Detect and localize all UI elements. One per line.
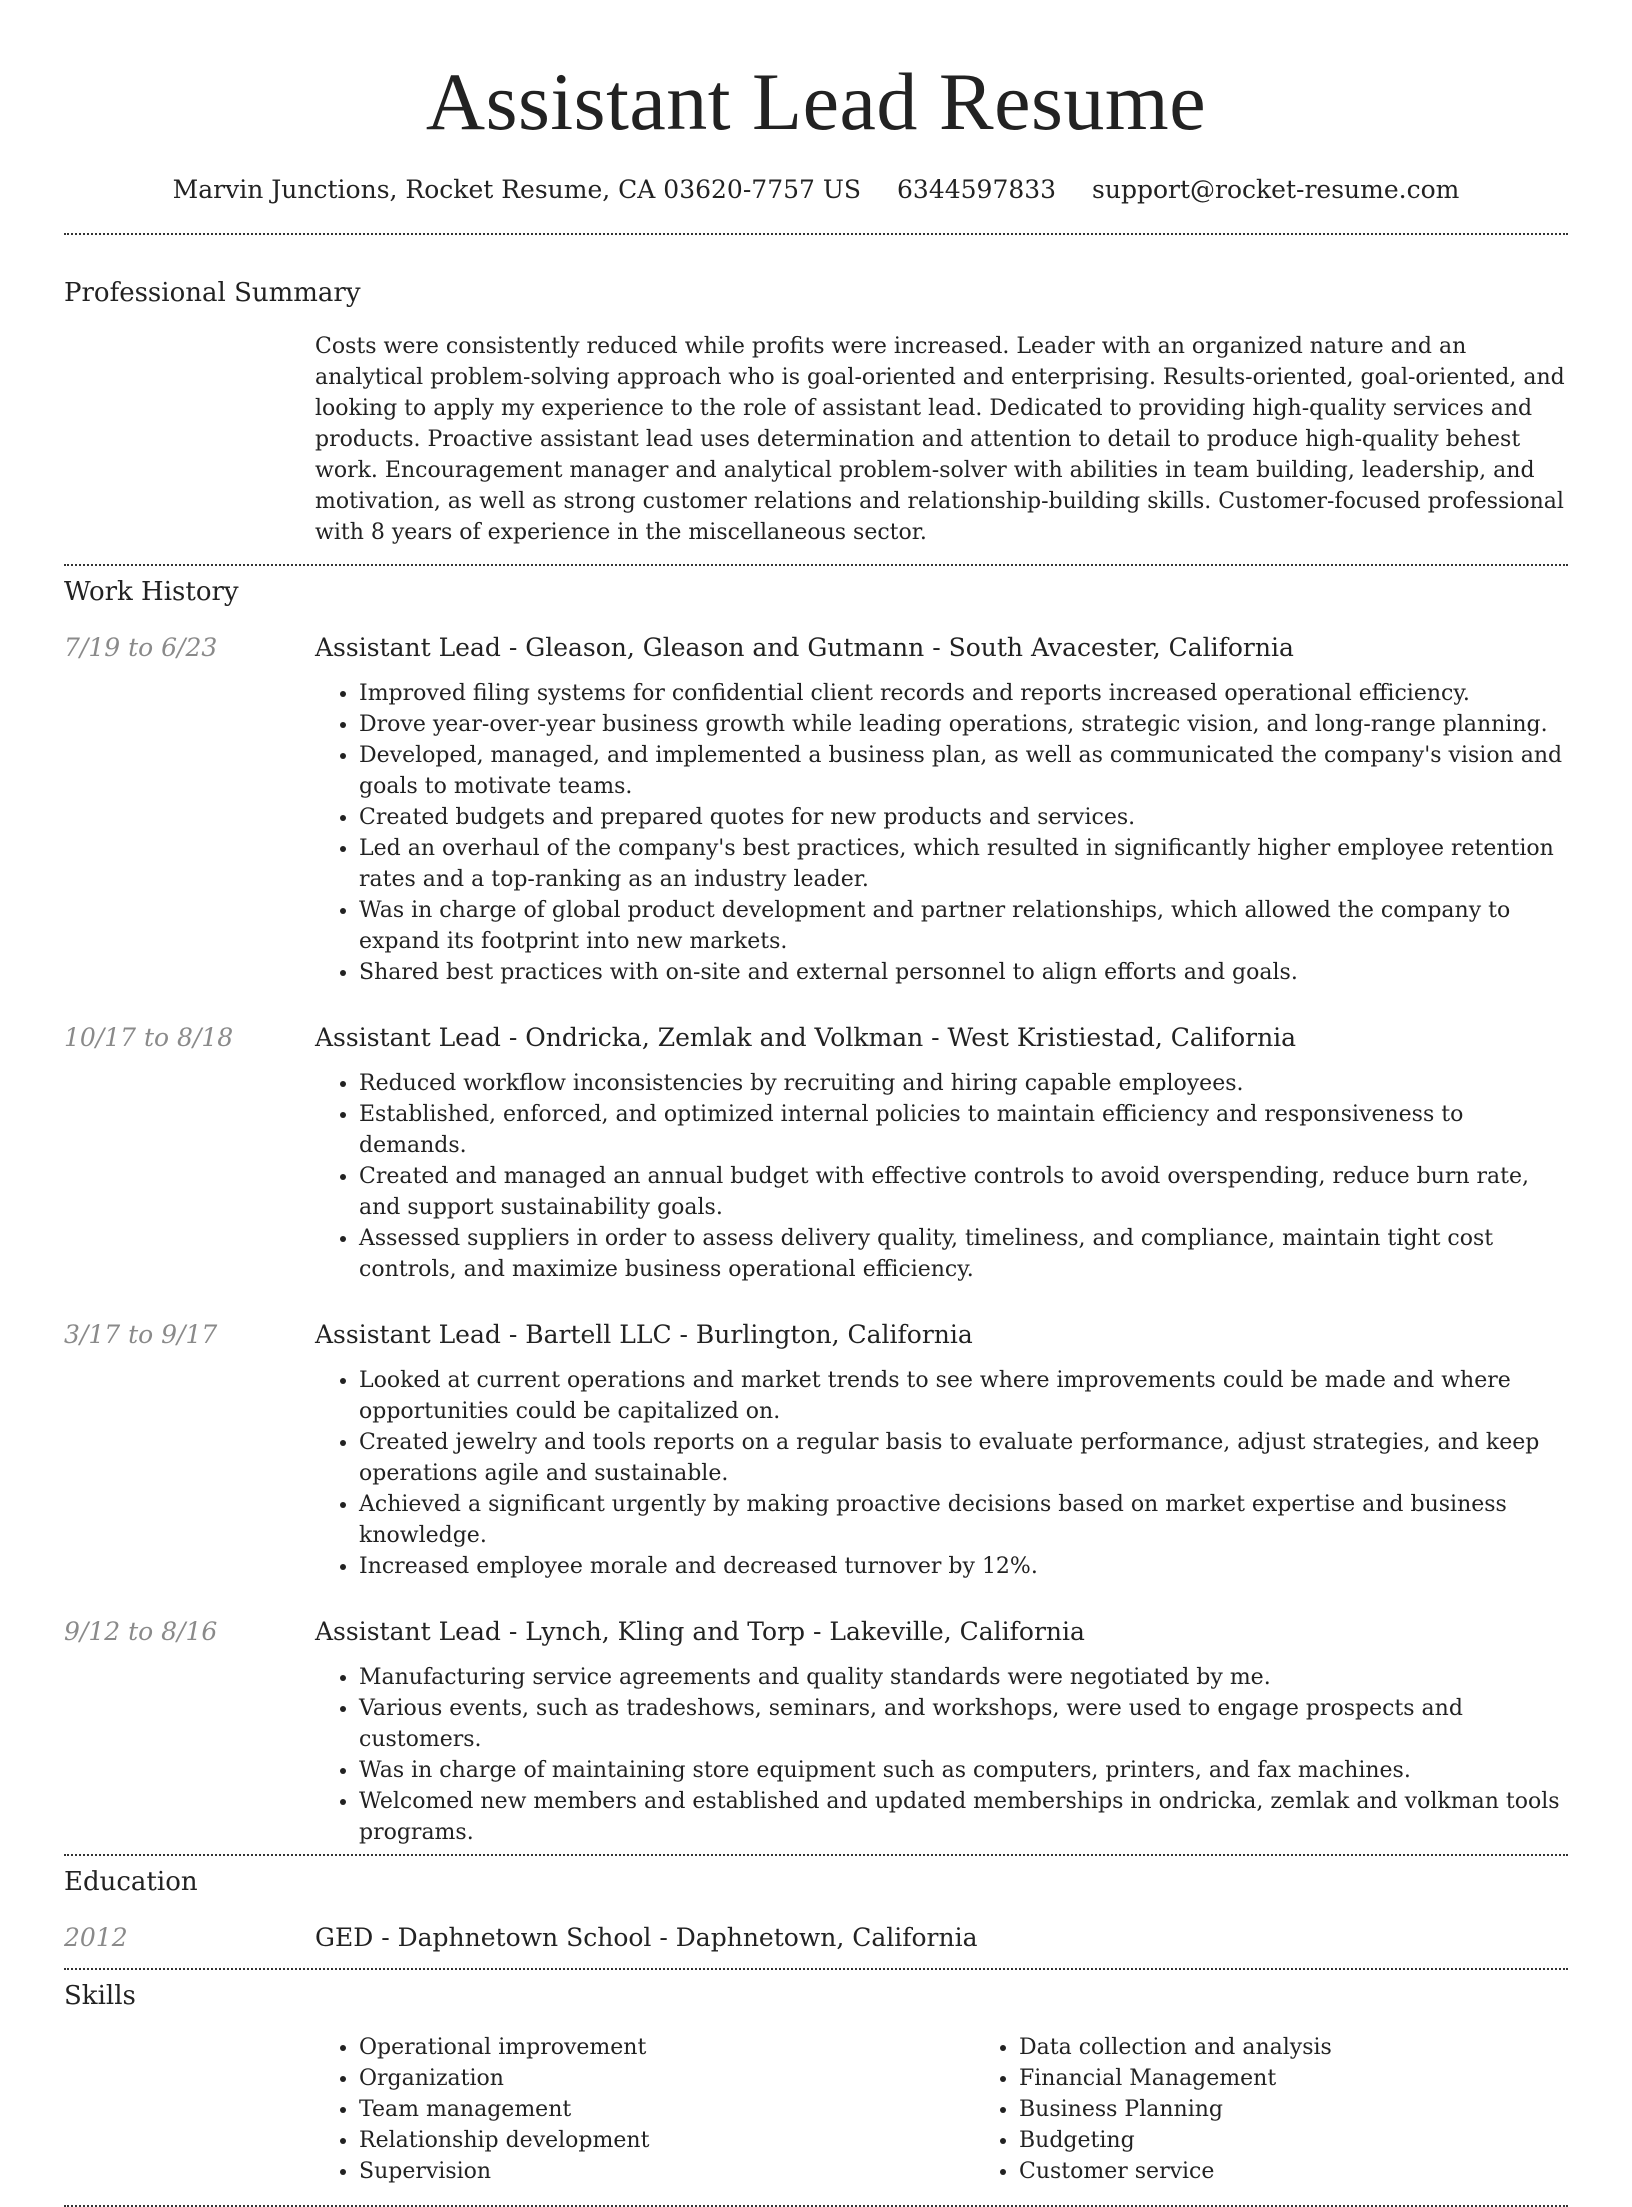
summary-section [64,275,1568,548]
list-item: • Various events, such as tradeshows, seminars, and workshops, were used to engage prospects and customers. [359,1693,1568,1755]
divider [64,1968,1568,1970]
list-item: • Assessed suppliers in order to assess delivery quality, timeliness, and compliance, maintain tight cost controls, and maximize business operational efficiency. [359,1223,1568,1285]
job-entry [64,1020,1568,1285]
skill-item: • Supervision [359,2156,975,2187]
list-item: • Established, enforced, and optimized internal policies to maintain efficiency and responsiveness to demands. [359,1099,1568,1161]
list-item: • Was in charge of maintaining store equipment such as computers, printers, and fax machines. [359,1755,1568,1786]
list-item: • Looked at current operations and market trends to see where improvements could be made and where opportunities could be capitalized on. [359,1365,1568,1427]
list-item: • Increased employee morale and decreased turnover by 12%. [359,1551,1568,1582]
skill-item: • Operational improvement [359,2032,975,2063]
skill-item: • Team management [359,2094,975,2125]
summary-text: Costs were consistently reduced while profits were increased. Leader with an organized nature and an analytical problem-solving approach who is goal-oriented and enterprising. Results-oriented, goal-oriented, and looking to apply my experience to the role of assistant lead. Dedicated to providing high-quality services and products. Proactive assistant lead uses determination and attention to detail to produce high-quality behest work. Encouragement manager and analytical problem-solver with abilities in team building, leadership, and motivation, as well as strong customer relations and relationship-building skills. Customer-focused professional with 8 years of experience in the miscellaneous sector. [315,334,1565,545]
job-entry [64,630,1568,988]
job-bullets [315,1662,1568,1848]
work-history-heading: Work History [64,577,239,607]
resume-title: Assistant Lead Resume [425,56,1207,147]
job-dates: 7/19 to 6/23 [64,633,218,662]
contact-line [64,172,1568,208]
skill-item: • Organization [359,2063,975,2094]
list-item: • Welcomed new members and established and updated memberships in ondricka, zemlak and volkman tools programs. [359,1786,1568,1848]
contact-email: support@rocket-resume.com [1092,175,1460,204]
job-bullets [315,1365,1568,1582]
skill-item: • Budgeting [1019,2125,1632,2156]
job-bullets [315,678,1568,988]
job-title: Assistant Lead - Bartell LLC - Burlington, California [315,1320,973,1349]
summary-heading: Professional Summary [64,278,361,308]
list-item: • Drove year-over-year business growth while leading operations, strategic vision, and long-range planning. [359,709,1568,740]
skills-list-left [315,2032,975,2187]
job-entry [64,1614,1568,1848]
job-title: Assistant Lead - Gleason, Gleason and Gutmann - South Avacester, California [315,633,1294,662]
skills-heading: Skills [64,1981,136,2011]
skills-list-right [975,2032,1632,2187]
list-item: • Was in charge of global product development and partner relationships, which allowed the company to expand its footprint into new markets. [359,895,1568,957]
skill-item: • Financial Management [1019,2063,1632,2094]
list-item: • Improved filing systems for confidential client records and reports increased operational efficiency. [359,678,1568,709]
divider [64,233,1568,235]
list-item: • Achieved a significant urgently by making proactive decisions based on market expertise and business knowledge. [359,1489,1568,1551]
skill-item: • Data collection and analysis [1019,2032,1632,2063]
work-history-section [64,574,1568,1848]
job-title: Assistant Lead - Lynch, Kling and Torp - Lakeville, California [315,1617,1085,1646]
job-entry [64,1317,1568,1582]
list-item: • Created jewelry and tools reports on a regular basis to evaluate performance, adjust strategies, and keep operations agile and sustainable. [359,1427,1568,1489]
skill-item: • Customer service [1019,2156,1632,2187]
skill-item: • Business Planning [1019,2094,1632,2125]
list-item: • Led an overhaul of the company's best practices, which resulted in significantly higher employee retention rates and a top-ranking as an industry leader. [359,833,1568,895]
job-title: Assistant Lead - Ondricka, Zemlak and Volkman - West Kristiestad, California [315,1023,1297,1052]
contact-phone: 6344597833 [897,175,1057,204]
skills-section [64,1978,1568,2187]
divider [64,1854,1568,1856]
education-year: 2012 [64,1923,128,1952]
list-item: • Created and managed an annual budget with effective controls to avoid overspending, reduce burn rate, and support sustainability goals. [359,1161,1568,1223]
job-dates: 10/17 to 8/18 [64,1023,234,1052]
education-entry: GED - Daphnetown School - Daphnetown, California [315,1923,978,1952]
job-dates: 9/12 to 8/16 [64,1617,218,1646]
list-item: • Developed, managed, and implemented a business plan, as well as communicated the company's vision and goals to motivate teams. [359,740,1568,802]
job-bullets [315,1068,1568,1285]
divider [64,564,1568,566]
skill-item: • Relationship development [359,2125,975,2156]
education-heading: Education [64,1867,198,1897]
list-item: • Shared best practices with on-site and external personnel to align efforts and goals. [359,957,1568,988]
list-item: • Created budgets and prepared quotes for new products and services. [359,802,1568,833]
list-item: • Reduced workflow inconsistencies by recruiting and hiring capable employees. [359,1068,1568,1099]
education-section [64,1864,1568,1956]
list-item: • Manufacturing service agreements and quality standards were negotiated by me. [359,1662,1568,1693]
contact-address: Marvin Junctions, Rocket Resume, CA 03620-7757 US [172,175,862,204]
job-dates: 3/17 to 9/17 [64,1320,218,1349]
